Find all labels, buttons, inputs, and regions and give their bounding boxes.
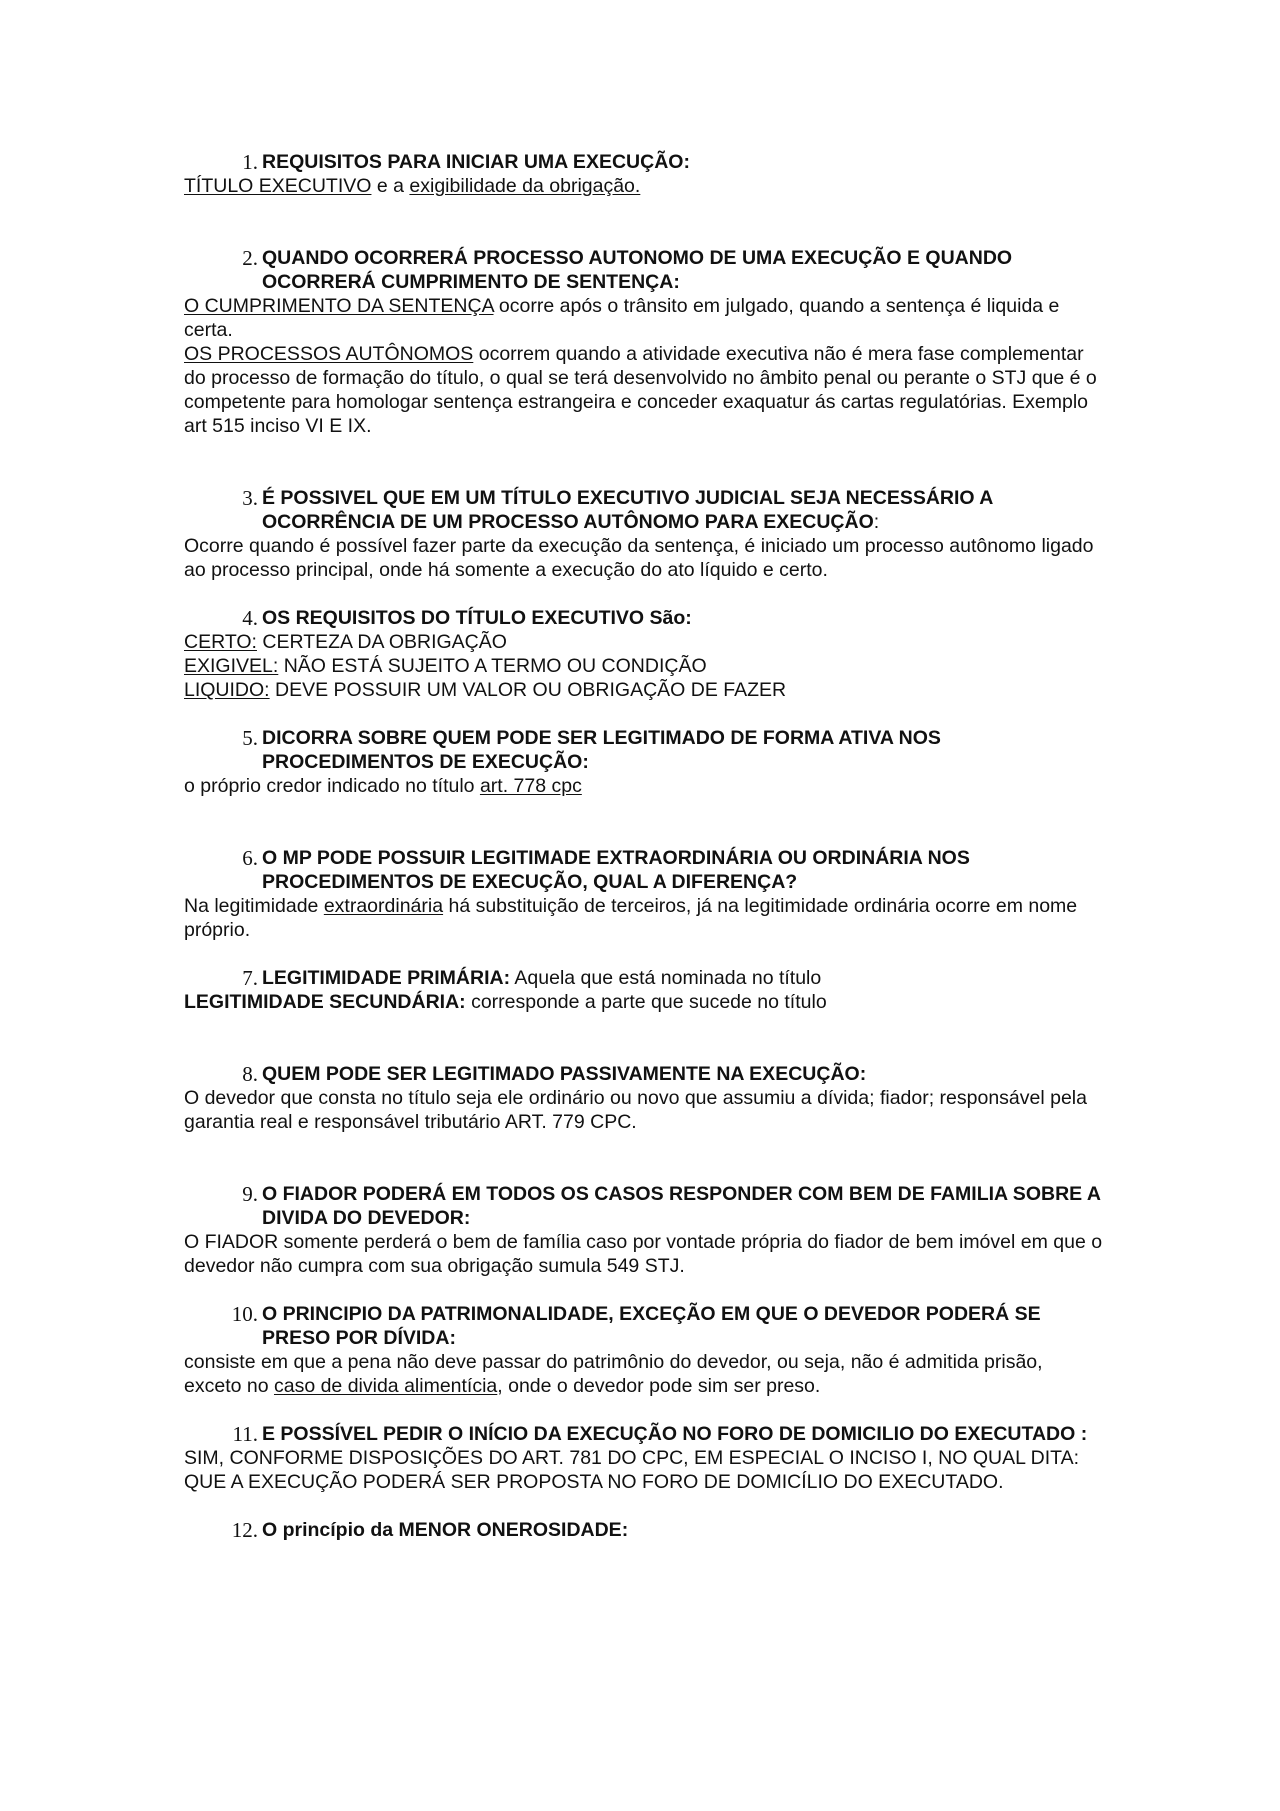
item-6 [184,846,1104,942]
answer-2 [184,294,1104,438]
question-text: LEGITIMIDADE PRIMÁRIA: [262,967,511,989]
question-tail: Aquela que está nominada no título [510,967,822,989]
spacer [184,198,1104,246]
underlined-term: CERTO: [184,631,257,653]
answer-7 [184,990,1104,1014]
underlined-term: art. 778 cpc [479,775,582,797]
item-number: 9. [242,1182,258,1206]
item-number: 2. [242,246,258,270]
question-4 [184,606,1104,630]
item-3 [184,486,1104,582]
underlined-term: exigibilidade da obrigação. [409,175,641,197]
question-12 [184,1518,1104,1542]
question-11 [184,1422,1104,1446]
answer-text: consiste em que a pena não deve passar do patrimônio do devedor, ou seja, não é admitida prisão, exceto no [184,1351,1043,1397]
answer-text: , onde o devedor pode sim ser preso. [497,1375,821,1397]
question-text: O princípio da MENOR ONEROSIDADE: [262,1519,629,1541]
underlined-term: LIQUIDO: [184,679,270,701]
item-number: 6. [242,846,258,870]
question-text: QUEM PODE SER LEGITIMADO PASSIVAMENTE NA EXECUÇÃO: [262,1063,867,1085]
item-number: 7. [242,966,258,990]
answer-text: corresponde a parte que sucede no título [465,991,827,1013]
answer-11 [184,1446,1104,1494]
question-text: OS REQUISITOS DO TÍTULO EXECUTIVO São: [262,607,692,629]
spacer [184,1014,1104,1062]
answer-4 [184,630,1104,702]
answer-text: O FIADOR somente perderá o bem de família caso por vontade própria do fiador de bem imóvel em que o devedor não cumpra com sua obrigação sumula 549 STJ. [184,1231,1103,1277]
answer-text: Na legitimidade [184,895,324,917]
spacer [184,1398,1104,1422]
underlined-term: extraordinária [323,895,444,917]
spacer [184,798,1104,846]
answer-text: CERTEZA DA OBRIGAÇÃO [256,631,507,653]
spacer [184,1494,1104,1518]
question-text: DICORRA SOBRE QUEM PODE SER LEGITIMADO DE FORMA ATIVA NOS PROCEDIMENTOS DE EXECUÇÃO: [262,727,941,773]
item-7 [184,966,1104,1014]
item-5 [184,726,1104,798]
spacer [184,582,1104,606]
answer-text: Ocorre quando é possível fazer parte da execução da sentença, é iniciado um processo autônomo ligado ao processo principal, onde há somente a execução do ato líquido e certo. [184,535,1094,581]
item-number: 1. [242,150,258,174]
answer-1 [184,174,1104,198]
answer-text: SIM, CONFORME DISPOSIÇÕES DO ART. 781 DO CPC, EM ESPECIAL O INCISO I, NO QUAL DITA: QUE A EXECUÇÃO PODERÁ SER PROPOSTA NO FORO DE DOMICÍLIO DO EXECUTADO. [184,1447,1080,1493]
answer-5 [184,774,1104,798]
question-text: É POSSIVEL QUE EM UM TÍTULO EXECUTIVO JUDICIAL SEJA NECESSÁRIO A OCORRÊNCIA DE UM PROCESSO AUTÔNOMO PARA EXECUÇÃO [262,487,993,533]
question-7 [184,966,1104,990]
spacer [184,1134,1104,1182]
spacer [184,438,1104,486]
item-number: 12. [231,1518,258,1542]
item-4 [184,606,1104,702]
answer-10 [184,1350,1104,1398]
answer-3 [184,534,1104,582]
underlined-term: EXIGIVEL: [184,655,279,677]
spacer [184,1278,1104,1302]
question-text: O PRINCIPIO DA PATRIMONALIDADE, EXCEÇÃO EM QUE O DEVEDOR PODERÁ SE PRESO POR DÍVIDA: [262,1303,1041,1349]
question-1 [184,150,1104,174]
underlined-term: OS PROCESSOS AUTÔNOMOS [184,343,474,365]
answer-9 [184,1230,1104,1278]
item-12 [184,1518,1104,1542]
item-number: 5. [242,726,258,750]
answer-text: e a [371,175,410,197]
answer-text: ocorre após o trânsito em julgado, quando a sentença é liquida e certa. [184,295,1060,341]
document-page [184,150,1104,1542]
question-text: O FIADOR PODERÁ EM TODOS OS CASOS RESPONDER COM BEM DE FAMILIA SOBRE A DIVIDA DO DEVEDOR: [262,1183,1101,1229]
question-suffix: : [873,511,880,533]
question-10 [184,1302,1104,1350]
answer-text: ocorrem quando a atividade executiva não é mera fase complementar do processo de formação do título, o qual se terá desenvolvido no âmbito penal ou perante o STJ que é o competente para homologar sentença estrangeira e conceder exaquatur ás cartas regulatórias. Exemplo art 515 inciso VI E IX. [184,343,1097,437]
underlined-term: caso de divida alimentícia [273,1375,498,1397]
item-number: 4. [242,606,258,630]
question-8 [184,1062,1104,1086]
question-5 [184,726,1104,774]
underlined-term: O CUMPRIMENTO DA SENTENÇA [184,295,494,317]
answer-text: o próprio credor indicado no título [184,775,480,797]
question-text: E POSSÍVEL PEDIR O INÍCIO DA EXECUÇÃO NO FORO DE DOMICILIO DO EXECUTADO : [262,1423,1088,1445]
item-2 [184,246,1104,438]
question-9 [184,1182,1104,1230]
answer-8 [184,1086,1104,1134]
item-number: 10. [231,1302,258,1326]
answer-text: há substituição de terceiros, já na legitimidade ordinária ocorre em nome próprio. [184,895,1078,941]
answer-6 [184,894,1104,942]
item-1 [184,150,1104,198]
question-3 [184,486,1104,534]
item-9 [184,1182,1104,1278]
item-number: 11. [232,1422,258,1446]
spacer [184,702,1104,726]
item-11 [184,1422,1104,1494]
spacer [184,942,1104,966]
question-6 [184,846,1104,894]
question-text: REQUISITOS PARA INICIAR UMA EXECUÇÃO: [262,151,690,173]
question-2 [184,246,1104,294]
question-text: O MP PODE POSSUIR LEGITIMADE EXTRAORDINÁRIA OU ORDINÁRIA NOS PROCEDIMENTOS DE EXECUÇÃO, QUAL A DIFERENÇA? [262,847,970,893]
question-text: QUANDO OCORRERÁ PROCESSO AUTONOMO DE UMA EXECUÇÃO E QUANDO OCORRERÁ CUMPRIMENTO DE SENTENÇA: [262,247,1013,293]
answer-text: DEVE POSSUIR UM VALOR OU OBRIGAÇÃO DE FAZER [269,679,787,701]
answer-text: O devedor que consta no título seja ele ordinário ou novo que assumiu a dívida; fiador; responsável pela garantia real e responsável tributário ART. 779 CPC. [184,1087,1087,1133]
item-8 [184,1062,1104,1134]
bold-term: LEGITIMIDADE SECUNDÁRIA: [184,991,466,1013]
item-10 [184,1302,1104,1398]
item-number: 3. [242,486,258,510]
answer-text: NÃO ESTÁ SUJEITO A TERMO OU CONDIÇÃO [278,655,707,677]
item-number: 8. [242,1062,258,1086]
underlined-term: TÍTULO EXECUTIVO [184,175,372,197]
